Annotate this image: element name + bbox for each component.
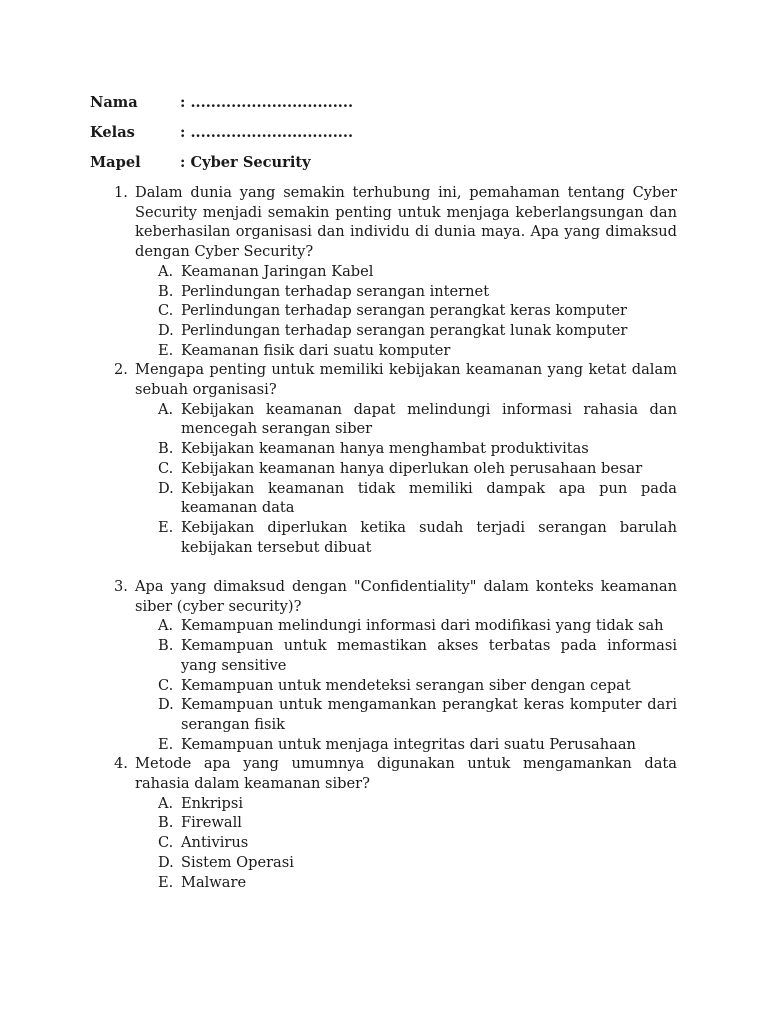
nama-label: Nama xyxy=(90,94,138,111)
question-2 xyxy=(0,360,768,557)
option-b[interactable] xyxy=(0,636,768,675)
option-c[interactable] xyxy=(0,833,768,853)
option-list xyxy=(0,794,768,893)
option-b[interactable] xyxy=(0,813,768,833)
option-b[interactable] xyxy=(0,282,768,302)
option-letter: C. xyxy=(158,834,174,852)
option-letter: B. xyxy=(158,282,174,300)
mapel-label: Mapel xyxy=(90,154,141,171)
option-text: Keamanan Jaringan Kabel xyxy=(181,262,374,280)
option-d[interactable] xyxy=(0,479,768,518)
option-c[interactable] xyxy=(0,676,768,696)
option-text: Kebijakan keamanan tidak memiliki dampak apa pun pada keamanan data xyxy=(181,479,677,517)
nama-field: : ................................ xyxy=(180,94,354,111)
question-1 xyxy=(0,183,768,360)
option-text: Kebijakan diperlukan ketika sudah terjadi serangan barulah kebijakan tersebut dibuat xyxy=(181,518,677,556)
option-text: Sistem Operasi xyxy=(181,853,294,871)
option-list xyxy=(0,400,768,558)
option-text: Kemampuan melindungi informasi dari modifikasi yang tidak sah xyxy=(181,617,664,635)
option-text: Kebijakan keamanan hanya menghambat produktivitas xyxy=(181,440,589,458)
option-letter: E. xyxy=(158,341,174,359)
question-text: Dalam dunia yang semakin terhubung ini, pemahaman tentang Cyber Security menjadi semakin penting untuk menjaga keberlangsungan dan keberhasilan organisasi dan individu di dunia maya. Apa yang dimaksud dengan Cyber Security? xyxy=(135,184,677,261)
option-list xyxy=(0,262,768,361)
question-number: 2. xyxy=(114,361,128,379)
question-number: 1. xyxy=(114,184,128,201)
option-text: Kemampuan untuk memastikan akses terbatas pada informasi yang sensitive xyxy=(181,637,677,674)
option-letter: A. xyxy=(158,400,174,418)
question-text: Apa yang dimaksud dengan "Confidentiality" dalam konteks keamanan siber (cyber security)? xyxy=(135,578,677,615)
option-letter: B. xyxy=(158,637,174,655)
option-d[interactable] xyxy=(0,321,768,341)
kelas-label: Kelas xyxy=(90,124,135,141)
option-letter: E. xyxy=(158,518,174,536)
option-letter: B. xyxy=(158,814,174,832)
option-d[interactable] xyxy=(0,853,768,873)
option-letter: C. xyxy=(158,676,174,694)
option-letter: C. xyxy=(158,459,174,477)
option-list xyxy=(0,616,768,754)
option-c[interactable] xyxy=(0,459,768,479)
option-text: Perlindungan terhadap serangan perangkat keras komputer xyxy=(181,302,628,320)
option-a[interactable] xyxy=(0,616,768,636)
option-a[interactable] xyxy=(0,262,768,282)
option-letter: B. xyxy=(158,440,174,458)
option-letter: A. xyxy=(158,262,174,280)
option-d[interactable] xyxy=(0,695,768,734)
question-text: Metode apa yang umumnya digunakan untuk mengamankan data rahasia dalam keamanan siber? xyxy=(135,755,677,793)
option-e[interactable] xyxy=(0,735,768,755)
option-e[interactable] xyxy=(0,341,768,361)
option-e[interactable] xyxy=(0,873,768,893)
option-text: Kemampuan untuk mengamankan perangkat keras komputer dari serangan fisik xyxy=(181,696,677,733)
option-c[interactable] xyxy=(0,301,768,321)
question-list xyxy=(0,183,768,892)
option-a[interactable] xyxy=(0,400,768,439)
option-b[interactable] xyxy=(0,439,768,459)
option-text: Kebijakan keamanan dapat melindungi informasi rahasia dan mencegah serangan siber xyxy=(181,400,677,438)
question-text: Mengapa penting untuk memiliki kebijakan keamanan yang ketat dalam sebuah organisasi? xyxy=(135,361,677,399)
option-letter: A. xyxy=(158,794,174,812)
option-letter: A. xyxy=(158,617,174,635)
question-3 xyxy=(0,577,768,754)
option-e[interactable] xyxy=(0,518,768,557)
mapel-value: : Cyber Security xyxy=(180,154,311,171)
option-text: Perlindungan terhadap serangan perangkat lunak komputer xyxy=(181,321,628,339)
option-letter: E. xyxy=(158,735,174,753)
option-letter: E. xyxy=(158,873,174,891)
option-letter: D. xyxy=(158,853,174,871)
option-text: Firewall xyxy=(181,814,242,832)
option-a[interactable] xyxy=(0,794,768,814)
option-text: Perlindungan terhadap serangan internet xyxy=(181,282,490,300)
option-text: Antivirus xyxy=(181,834,249,852)
option-letter: D. xyxy=(158,696,174,714)
option-text: Kemampuan untuk mendeteksi serangan siber dengan cepat xyxy=(181,676,631,694)
option-text: Kemampuan untuk menjaga integritas dari suatu Perusahaan xyxy=(181,735,636,753)
option-text: Keamanan fisik dari suatu komputer xyxy=(181,341,451,359)
question-number: 4. xyxy=(114,755,128,773)
question-number: 3. xyxy=(114,578,128,596)
option-text: Enkripsi xyxy=(181,794,244,812)
option-letter: C. xyxy=(158,302,174,320)
question-4 xyxy=(0,754,768,892)
option-text: Malware xyxy=(181,873,247,891)
kelas-field: : ................................ xyxy=(180,124,354,141)
option-letter: D. xyxy=(158,479,174,497)
option-letter: D. xyxy=(158,321,174,339)
option-text: Kebijakan keamanan hanya diperlukan oleh perusahaan besar xyxy=(181,459,643,477)
